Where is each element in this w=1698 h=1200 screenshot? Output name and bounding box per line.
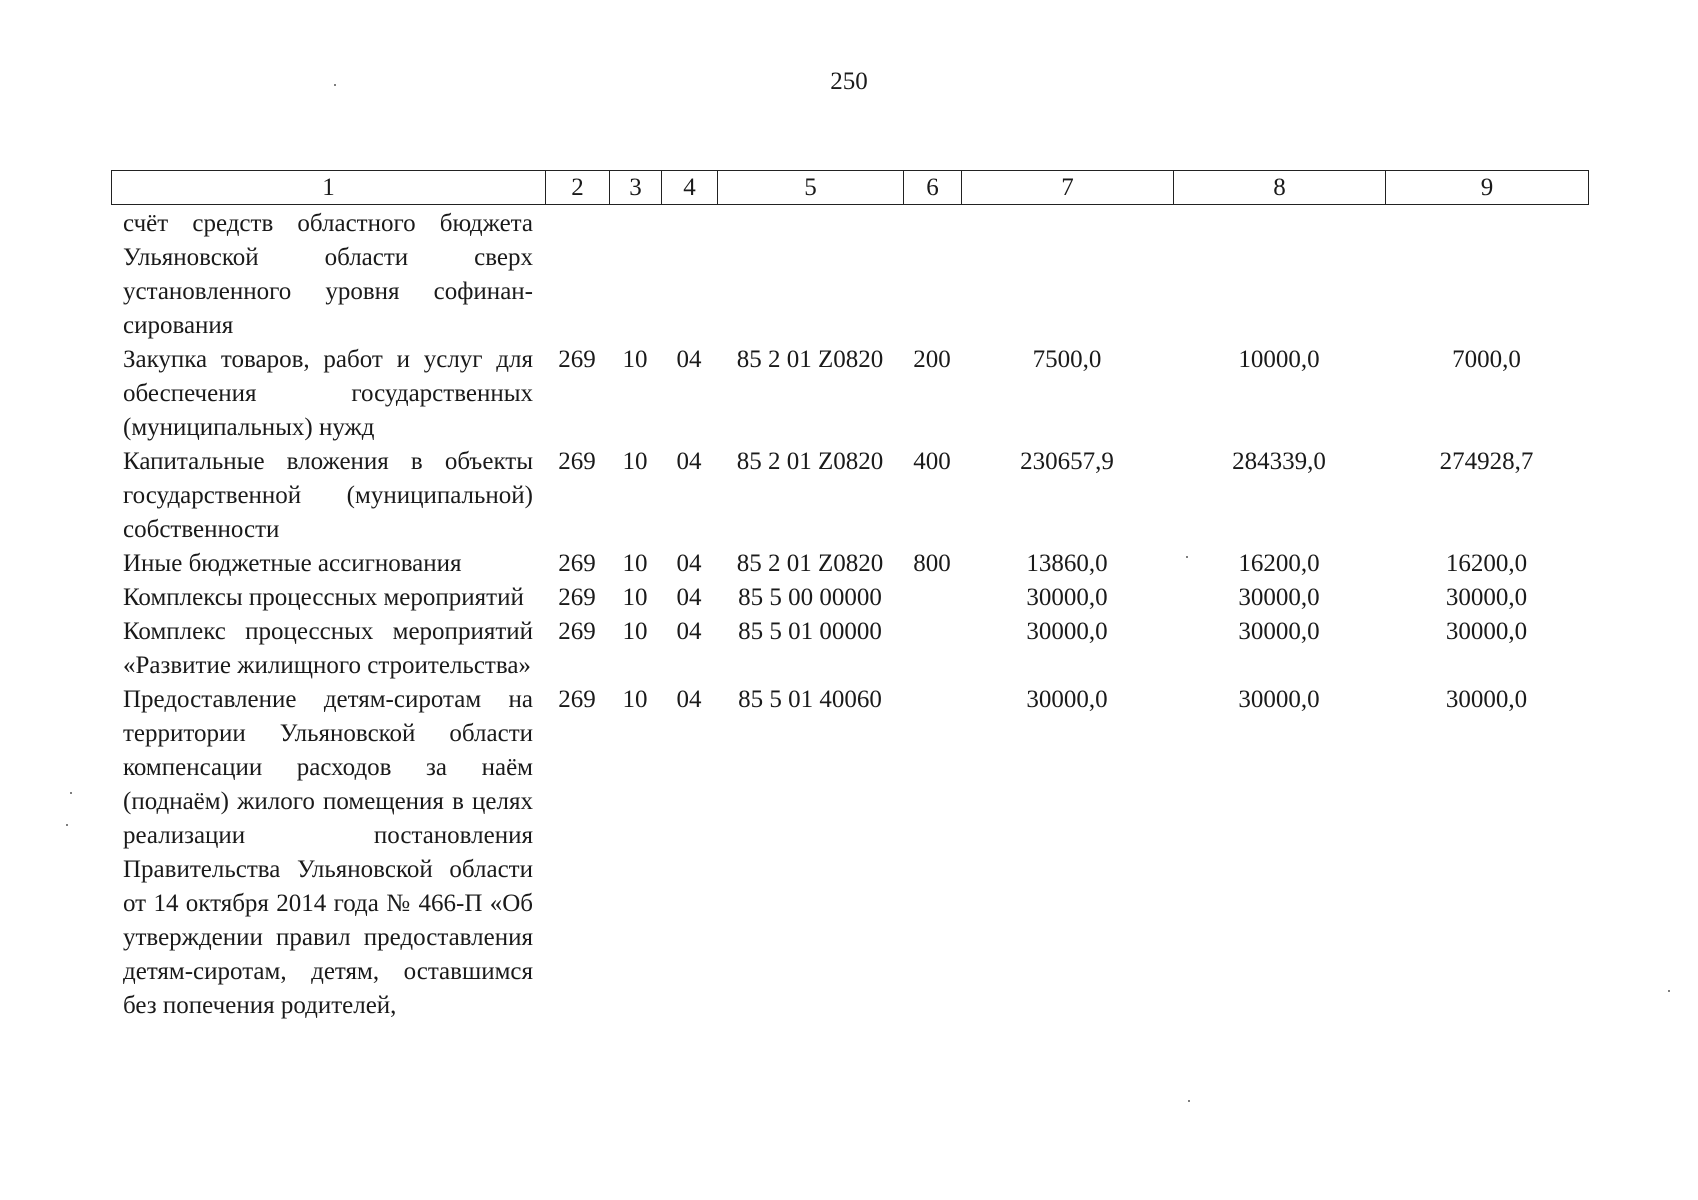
row-name-cell: счёт средств областного бюджета Ульяновской области сверх установленного уровня софинансирования — [123, 210, 533, 339]
col6-cell: 200 — [913, 346, 951, 373]
header-col-5: 5 — [718, 171, 904, 205]
col2-cell: 269 — [558, 346, 596, 373]
value-col7-cell: 7500,0 — [1032, 346, 1102, 373]
page-number: 250 — [830, 68, 868, 95]
value-col8-cell: 10000,0 — [1238, 346, 1320, 373]
header-col-4: 4 — [662, 171, 718, 205]
row-name-cell: Капитальные вложения в объекты государственной (муниципальной) собственности — [123, 448, 533, 543]
table-row — [111, 207, 1588, 343]
table-row — [111, 547, 1588, 581]
value-col7-cell: 30000,0 — [1026, 686, 1108, 713]
col2-cell — [545, 207, 609, 343]
header-col-1: 1 — [112, 171, 546, 205]
row-name-cell: Комплекс процессных мероприятий «Развитие жилищного строительства» — [123, 618, 533, 679]
col2-cell: 269 — [558, 686, 596, 713]
row-name-cell: Иные бюджетные ассигнования — [123, 550, 462, 577]
value-col9-cell: 30000,0 — [1445, 686, 1528, 713]
col6-cell — [903, 207, 961, 343]
col4-cell: 04 — [676, 346, 702, 373]
col3-cell: 10 — [622, 618, 648, 645]
col3-cell: 10 — [622, 686, 648, 713]
value-col7-cell — [961, 207, 1173, 343]
scan-speck — [1668, 990, 1670, 992]
col2-cell: 269 — [558, 550, 596, 577]
header-col-6: 6 — [904, 171, 962, 205]
col2-cell: 269 — [558, 584, 596, 611]
header-col-7: 7 — [962, 171, 1174, 205]
table-row — [111, 683, 1588, 1023]
col4-cell: 04 — [676, 686, 702, 713]
col6-cell — [903, 615, 961, 683]
row-name-cell: Предоставление детям-сиротам на территории Ульяновской области компенсации расходов за наём (поднаём) жилого помещения в целях реализации постановления Правительства Ульяновской области от 14 октября 2014 года № 466-П «Об утверждении правил предоставления детям-сиротам, детям, оставшимся без попечения родителей, — [123, 686, 533, 1019]
header-col-2: 2 — [546, 171, 610, 205]
code-cell: 85 2 01 Z0820 — [736, 346, 884, 373]
table-row — [111, 343, 1588, 445]
value-col8-cell: 16200,0 — [1238, 550, 1320, 577]
budget-table — [111, 207, 1588, 1023]
code-cell: 85 5 01 00000 — [738, 618, 882, 645]
col3-cell: 10 — [622, 584, 648, 611]
col3-cell: 10 — [622, 448, 648, 475]
scan-speck — [70, 792, 72, 794]
value-col8-cell: 30000,0 — [1238, 618, 1320, 645]
col6-cell — [903, 581, 961, 615]
value-col8-cell — [1173, 207, 1385, 343]
table-body — [111, 207, 1588, 1023]
value-col8-cell: 284339,0 — [1232, 448, 1326, 475]
col4-cell: 04 — [676, 584, 702, 611]
value-col9-cell: 16200,0 — [1445, 550, 1528, 577]
header-row — [112, 171, 1589, 205]
row-name-cell: Комплексы процессных мероприятий — [123, 584, 524, 611]
col4-cell: 04 — [676, 550, 702, 577]
col3-cell: 10 — [622, 550, 648, 577]
code-cell: 85 5 00 00000 — [738, 584, 882, 611]
value-col7-cell: 30000,0 — [1026, 584, 1108, 611]
col3-cell: 10 — [622, 346, 648, 373]
col2-cell: 269 — [558, 618, 596, 645]
col4-cell — [661, 207, 717, 343]
value-col8-cell: 30000,0 — [1238, 686, 1320, 713]
column-header-table — [111, 170, 1589, 205]
col4-cell: 04 — [676, 618, 702, 645]
row-name-cell: Закупка товаров, работ и услуг для обеспечения государственных (муниципальных) нужд — [123, 346, 533, 441]
col4-cell: 04 — [676, 448, 702, 475]
value-col7-cell: 230657,9 — [1020, 448, 1114, 475]
value-col7-cell: 13860,0 — [1026, 550, 1108, 577]
col6-cell — [903, 683, 961, 1023]
scan-speck — [1186, 556, 1188, 558]
col6-cell: 400 — [913, 448, 951, 475]
value-col9-cell: 274928,7 — [1439, 448, 1534, 475]
value-col9-cell: 30000,0 — [1445, 584, 1528, 611]
value-col9-cell: 30000,0 — [1445, 618, 1528, 645]
col2-cell: 269 — [558, 448, 596, 475]
value-col7-cell: 30000,0 — [1026, 618, 1108, 645]
value-col9-cell: 7000,0 — [1452, 346, 1521, 373]
code-cell: 85 2 01 Z0820 — [736, 550, 884, 577]
header-col-8: 8 — [1174, 171, 1386, 205]
table-row — [111, 581, 1588, 615]
code-cell — [717, 207, 903, 343]
col6-cell: 800 — [913, 550, 951, 577]
table-row — [111, 445, 1588, 547]
header-col-9: 9 — [1386, 171, 1589, 205]
value-col8-cell: 30000,0 — [1238, 584, 1320, 611]
scan-speck — [334, 84, 336, 86]
header-col-3: 3 — [610, 171, 662, 205]
col3-cell — [609, 207, 661, 343]
table-row — [111, 615, 1588, 683]
scan-speck — [66, 824, 68, 826]
value-col9-cell — [1385, 207, 1588, 343]
code-cell: 85 2 01 Z0820 — [736, 448, 884, 475]
code-cell: 85 5 01 40060 — [738, 686, 882, 713]
scan-speck — [1188, 1100, 1190, 1102]
